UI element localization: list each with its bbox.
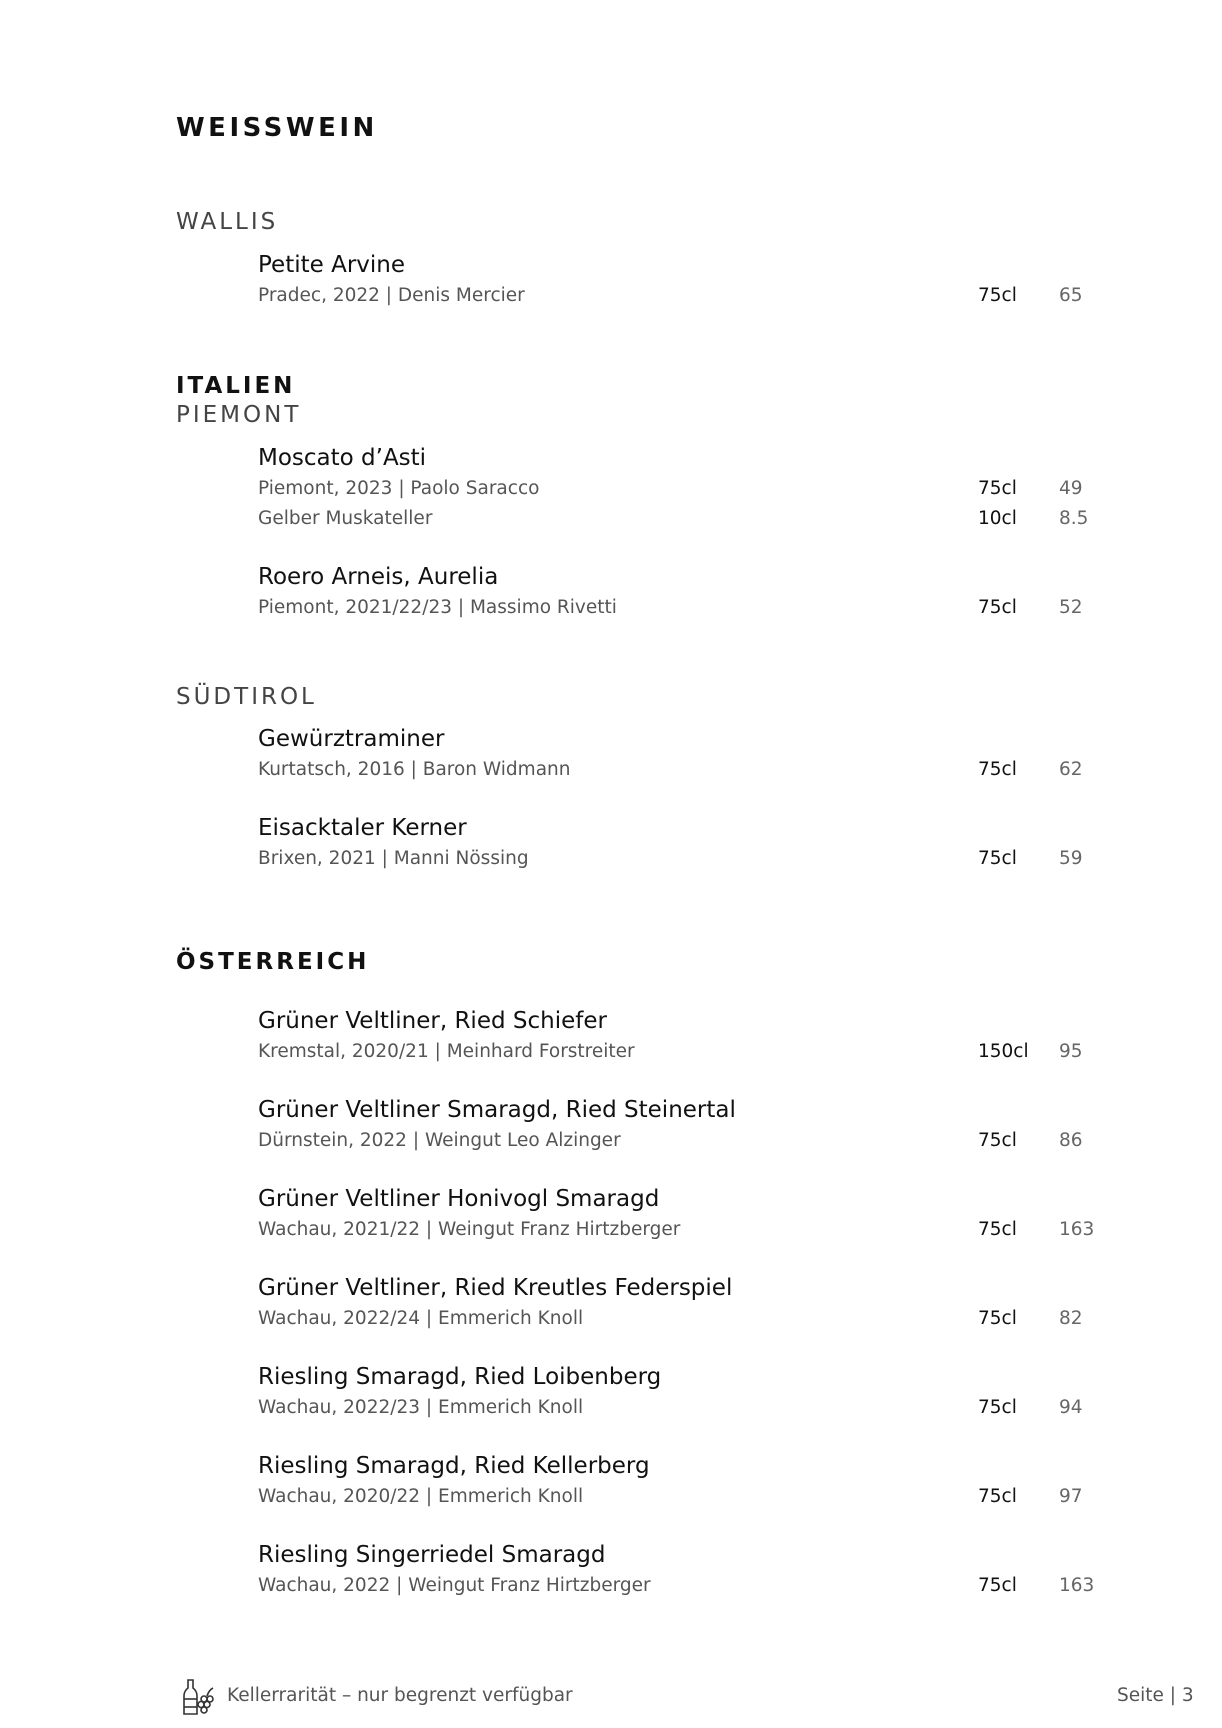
wine-detail: Dürnstein, 2022 | Weingut Leo Alzinger (258, 1130, 621, 1151)
wine-name: Moscato d’Asti (258, 445, 427, 471)
page-title: WEISSWEIN (176, 113, 378, 143)
wine-detail: Pradec, 2022 | Denis Mercier (258, 285, 525, 306)
wine-detail: Piemont, 2021/22/23 | Massimo Rivetti (258, 597, 617, 618)
wine-name: Grüner Veltliner Smaragd, Ried Steinertal (258, 1097, 736, 1123)
region-heading-piemont: PIEMONT (176, 402, 302, 428)
wine-name: Riesling Singerriedel Smaragd (258, 1542, 606, 1568)
wine-volume: 75cl (978, 1486, 1017, 1507)
wine-name: Roero Arneis, Aurelia (258, 564, 499, 590)
wine-detail: Wachau, 2021/22 | Weingut Franz Hirtzberger (258, 1219, 681, 1240)
wine-name: Grüner Veltliner, Ried Schiefer (258, 1008, 607, 1034)
wine-price: 49 (1059, 478, 1083, 499)
wine-price: 8.5 (1059, 508, 1089, 529)
page-number: Seite | 3 (1117, 1685, 1194, 1706)
wine-detail: Gelber Muskateller (258, 508, 433, 529)
wine-volume: 75cl (978, 478, 1017, 499)
wine-price: 59 (1059, 848, 1083, 869)
wine-detail: Wachau, 2022/23 | Emmerich Knoll (258, 1397, 584, 1418)
wine-volume: 75cl (978, 285, 1017, 306)
wine-name: Riesling Smaragd, Ried Kellerberg (258, 1453, 650, 1479)
wine-detail: Wachau, 2022 | Weingut Franz Hirtzberger (258, 1575, 651, 1596)
wine-price: 52 (1059, 597, 1083, 618)
wine-volume: 10cl (978, 508, 1017, 529)
wine-name: Eisacktaler Kerner (258, 815, 467, 841)
footer-note: Kellerrarität – nur begrenzt verfügbar (227, 1685, 573, 1706)
country-heading-italien: ITALIEN (176, 373, 296, 399)
wine-name: Grüner Veltliner Honivogl Smaragd (258, 1186, 660, 1212)
region-heading-wallis: WALLIS (176, 209, 279, 235)
wine-detail: Piemont, 2023 | Paolo Saracco (258, 478, 540, 499)
wine-detail: Wachau, 2022/24 | Emmerich Knoll (258, 1308, 584, 1329)
wine-detail: Kremstal, 2020/21 | Meinhard Forstreiter (258, 1041, 635, 1062)
wine-price: 97 (1059, 1486, 1083, 1507)
wine-price: 95 (1059, 1041, 1083, 1062)
wine-name: Gewürztraminer (258, 726, 445, 752)
region-heading-suedtirol: SÜDTIROL (176, 684, 317, 710)
wine-volume: 75cl (978, 597, 1017, 618)
wine-volume: 75cl (978, 1130, 1017, 1151)
wine-volume: 75cl (978, 1575, 1017, 1596)
wine-price: 94 (1059, 1397, 1083, 1418)
wine-volume: 75cl (978, 759, 1017, 780)
wine-price: 86 (1059, 1130, 1083, 1151)
wine-name: Grüner Veltliner, Ried Kreutles Federspiel (258, 1275, 733, 1301)
wine-volume: 75cl (978, 1219, 1017, 1240)
wine-price: 62 (1059, 759, 1083, 780)
country-heading-oesterreich: ÖSTERREICH (176, 949, 370, 975)
wine-price: 82 (1059, 1308, 1083, 1329)
wine-name: Petite Arvine (258, 252, 406, 278)
wine-detail: Wachau, 2020/22 | Emmerich Knoll (258, 1486, 584, 1507)
wine-bottle-grapes-icon (180, 1677, 216, 1717)
wine-volume: 75cl (978, 1308, 1017, 1329)
wine-price: 65 (1059, 285, 1083, 306)
wine-detail: Brixen, 2021 | Manni Nössing (258, 848, 529, 869)
wine-price: 163 (1059, 1219, 1095, 1240)
wine-volume: 75cl (978, 1397, 1017, 1418)
wine-volume: 75cl (978, 848, 1017, 869)
wine-price: 163 (1059, 1575, 1095, 1596)
wine-name: Riesling Smaragd, Ried Loibenberg (258, 1364, 662, 1390)
wine-detail: Kurtatsch, 2016 | Baron Widmann (258, 759, 571, 780)
wine-volume: 150cl (978, 1041, 1029, 1062)
